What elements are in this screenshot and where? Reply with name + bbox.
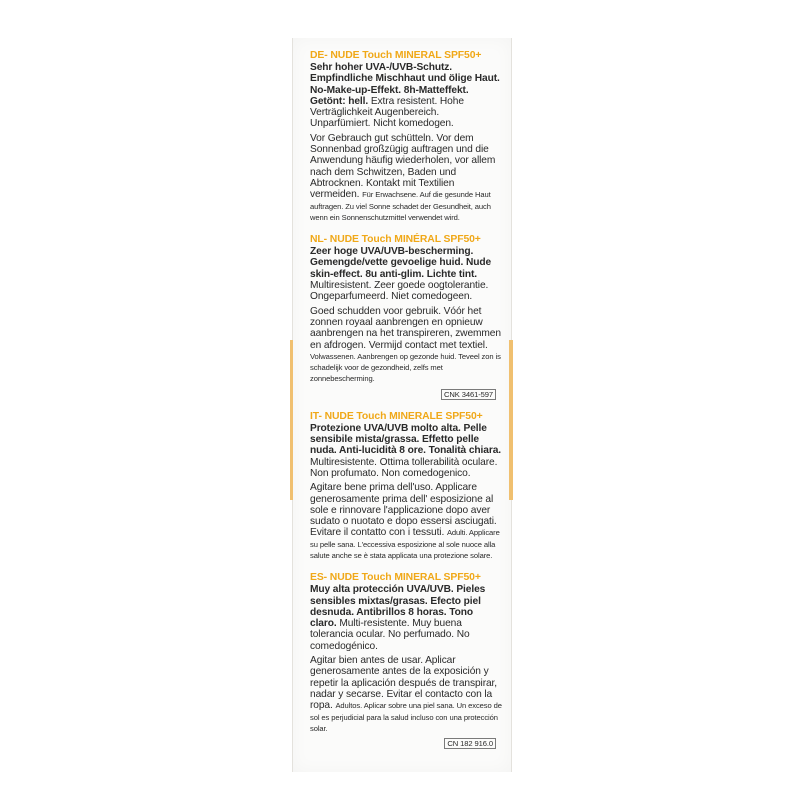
usage-text: Goed schudden voor gebruik. Vóór het zonnen royaal aanbrengen en opnieuw aanbrengen na het transpireren, zwemmen en afdrogen. Vermijd contact met textiel. Volwassenen. Aanbrengen op gezonde huid. Teveel zon is schadelijk voor de gezondheid, zelfs met zonnebescherming. bbox=[310, 305, 501, 384]
box-flap-left bbox=[290, 340, 293, 500]
warning-text: Für Erwachsene. Auf die gesunde Haut auftragen. Zu viel Sonne schadet der Gesundheit, auch wenn ein Sonnenschutzmittel verwendet wird. bbox=[310, 190, 491, 222]
section-heading: ES- NUDE Touch MINERAL SPF50+ bbox=[310, 572, 481, 584]
claims-normal: Multiresistente. Ottima tollerabilità oculare. Non profumato. Non comedogenico. bbox=[310, 456, 498, 479]
claims-bold: Protezione UVA/UVB molto alta. Pelle sensibile mista/grassa. Effetto pelle nuda. Anti-lucidità 8 ore. Tonalità chiara. bbox=[310, 422, 501, 457]
product-code: CNK 3461-597 bbox=[441, 389, 496, 400]
claims-bold: Sehr hoher UVA-/UVB-Schutz. Empfindliche Mischhaut und ölige Haut. No-Make-up-Effekt. 8h-Matteffekt. Getönt: hell. bbox=[310, 62, 500, 107]
claims-bold: Zeer hoge UVA/UVB-bescherming. Gemengde/vette gevoelige huid. Nude skin-effect. 8u anti-glim. Lichte tint. bbox=[310, 246, 492, 280]
warning-text: Volwassenen. Aanbrengen op gezonde huid. Teveel zon is schadelijk voor de gezondheid, zelfs met zonnebescherming. bbox=[310, 351, 501, 384]
section-nl bbox=[310, 234, 502, 400]
section-it bbox=[310, 411, 502, 562]
usage-text: Agitare bene prima dell'uso. Applicare generosamente prima dell' esposizione al sole e rinnovare l'applicazione dopo aver sudato o nuotato e dopo essersi asciugati. Evitare il contatto con i tessuti. Adulti. Applicare su pelle sana. L'eccessiva esposizione al sole nuoce alla salute anche se è stata applicata una protezione solare. bbox=[310, 482, 500, 560]
claims-normal: Multiresistent. Zeer goede oogtolerantie. Ongeparfumeerd. Niet comedogeen. bbox=[310, 280, 489, 303]
warning-text: Adultos. Aplicar sobre una piel sana. Un exceso de sol es perjudicial para la salud incluso con una protección solar. bbox=[310, 701, 502, 733]
section-de bbox=[310, 50, 502, 223]
section-es bbox=[310, 572, 502, 749]
claims-normal: Multi-resistente. Muy buena tolerancia ocular. No perfumado. No comedogénico. bbox=[310, 618, 470, 652]
label-text-panel bbox=[310, 50, 502, 760]
warning-text: Adulti. Applicare su pelle sana. L'eccessiva esposizione al sole nuoce alla salute anche se è stata applicata una protezione solare. bbox=[310, 528, 500, 560]
section-heading: DE- NUDE Touch MINERAL SPF50+ bbox=[310, 50, 482, 61]
claims-bold: Muy alta protección UVA/UVB. Pieles sensibles mixtas/grasas. Efecto piel desnuda. Antibrillos 8 horas. Tono claro. bbox=[310, 584, 486, 630]
box-flap-right bbox=[509, 340, 513, 500]
product-code: CN 182 916.0 bbox=[444, 738, 496, 749]
claims-normal: Extra resistent. Hohe Verträglichkeit Augenbereich. Unparfümiert. Nicht komedogen. bbox=[310, 95, 464, 130]
usage-text: Vor Gebrauch gut schütteln. Vor dem Sonnenbad großzügig auftragen und die Anwendung häufig wiederholen, vor allem nach dem Schwitzen, Baden und Abtrocknen. Kontakt mit Textilien vermeiden. Für Erwachsene. Auf die gesunde Haut auftragen. Zu viel Sonne schadet der Gesundheit, auch wenn ein Sonnenschutzmittel verwendet wird. bbox=[310, 132, 496, 222]
section-heading: IT- NUDE Touch MINERALE SPF50+ bbox=[310, 410, 483, 422]
usage-text: Agitar bien antes de usar. Aplicar generosamente antes de la exposición y repetir la aplicación después de transpirar, nadar y secarse. Evitar el contacto con la ropa. Adultos. Aplicar sobre una piel sana. Un exceso de sol es perjudicial para la salud incluso con una protección solar. bbox=[310, 655, 502, 733]
section-heading: NL- NUDE Touch MINÉRAL SPF50+ bbox=[310, 234, 481, 246]
